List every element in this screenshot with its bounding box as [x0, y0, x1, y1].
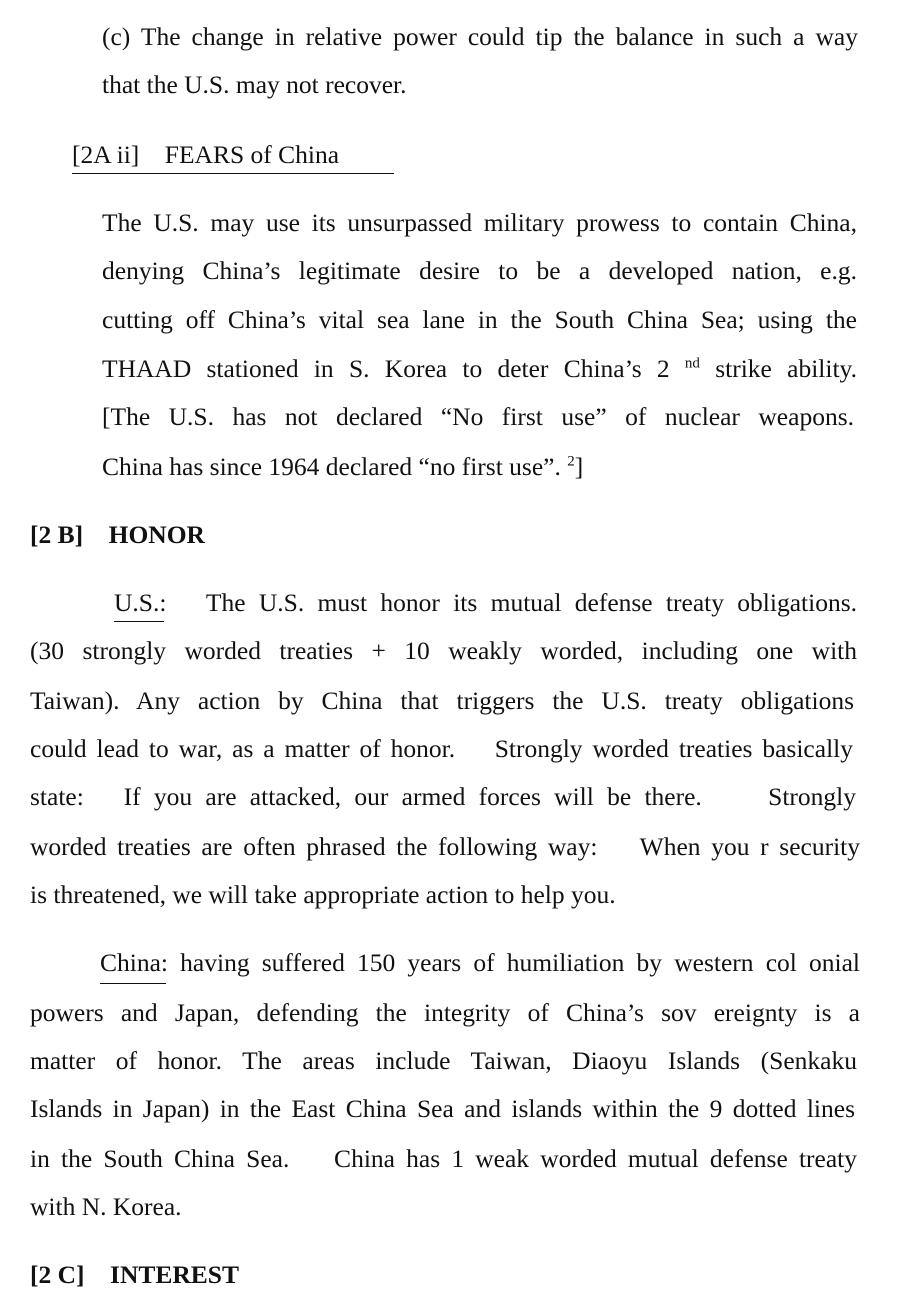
- us-label: U.S.:: [114, 588, 167, 617]
- china-label: China: [100, 948, 161, 977]
- paragraph-line: [102, 452, 583, 482]
- text-run: The U.S. must honor its mutual defense treaty obligations.: [166, 588, 857, 617]
- paragraph-line: state: If you are attacked, our armed forces will be there. Strongly: [30, 782, 856, 811]
- footnote-marker: 2: [567, 453, 575, 470]
- china-label-underline: [100, 983, 166, 984]
- paragraph-line: [100, 948, 860, 978]
- section-2c-heading: [2 C] INTEREST: [30, 1260, 239, 1289]
- paragraph-line: could lead to war, as a matter of honor. Strongly worded treaties basically: [30, 734, 853, 763]
- section-2a-ii-heading: [2A ii] FEARS of China: [72, 140, 340, 169]
- superscript: nd: [684, 355, 700, 372]
- us-label-underline: [114, 621, 164, 622]
- item-c-line: (c) The change in relative power could tip the balance in such a way: [102, 22, 858, 51]
- paragraph-line: Taiwan). Any action by China that triggers the U.S. treaty obligations: [30, 686, 854, 715]
- paragraph-line: (30 strongly worded treaties + 10 weakly worded, including one with: [30, 636, 857, 665]
- text-run: strike ability.: [699, 354, 857, 383]
- paragraph-line: cutting off China’s vital sea lane in the South China Sea; using the: [102, 305, 857, 334]
- paragraph-line: Islands in Japan) in the East China Sea and islands within the 9 dotted lines: [30, 1094, 855, 1123]
- section-2a-ii-heading-underline: [72, 173, 394, 174]
- text-run: China has since 1964 declared “no first use”.: [102, 452, 568, 481]
- paragraph-line: [114, 588, 857, 618]
- item-c-line: that the U.S. may not recover.: [102, 70, 407, 99]
- paragraph-line: powers and Japan, defending the integrity of China’s sov ereignty is a: [30, 998, 860, 1027]
- text-run: ]: [574, 452, 584, 481]
- text-run: : having suffered 150 years of humiliation by western col onial: [160, 948, 860, 977]
- paragraph-line: matter of honor. The areas include Taiwan, Diaoyu Islands (Senkaku: [30, 1046, 857, 1075]
- paragraph-line: [102, 354, 857, 384]
- paragraph-line: worded treaties are often phrased the following way: When you r security: [30, 832, 860, 861]
- paragraph-line: The U.S. may use its unsurpassed military prowess to contain China,: [102, 208, 857, 237]
- text-run: THAAD stationed in S. Korea to deter China’s 2: [102, 354, 685, 383]
- paragraph-line: in the South China Sea. China has 1 weak worded mutual defense treaty: [30, 1144, 857, 1173]
- section-2b-heading: [2 B] HONOR: [30, 520, 205, 549]
- paragraph-line: [The U.S. has not declared “No first use” of nuclear weapons.: [102, 402, 854, 431]
- paragraph-line: with N. Korea.: [30, 1192, 182, 1221]
- paragraph-line: denying China’s legitimate desire to be a developed nation, e.g.: [102, 256, 857, 285]
- paragraph-line: is threatened, we will take appropriate action to help you.: [30, 880, 616, 909]
